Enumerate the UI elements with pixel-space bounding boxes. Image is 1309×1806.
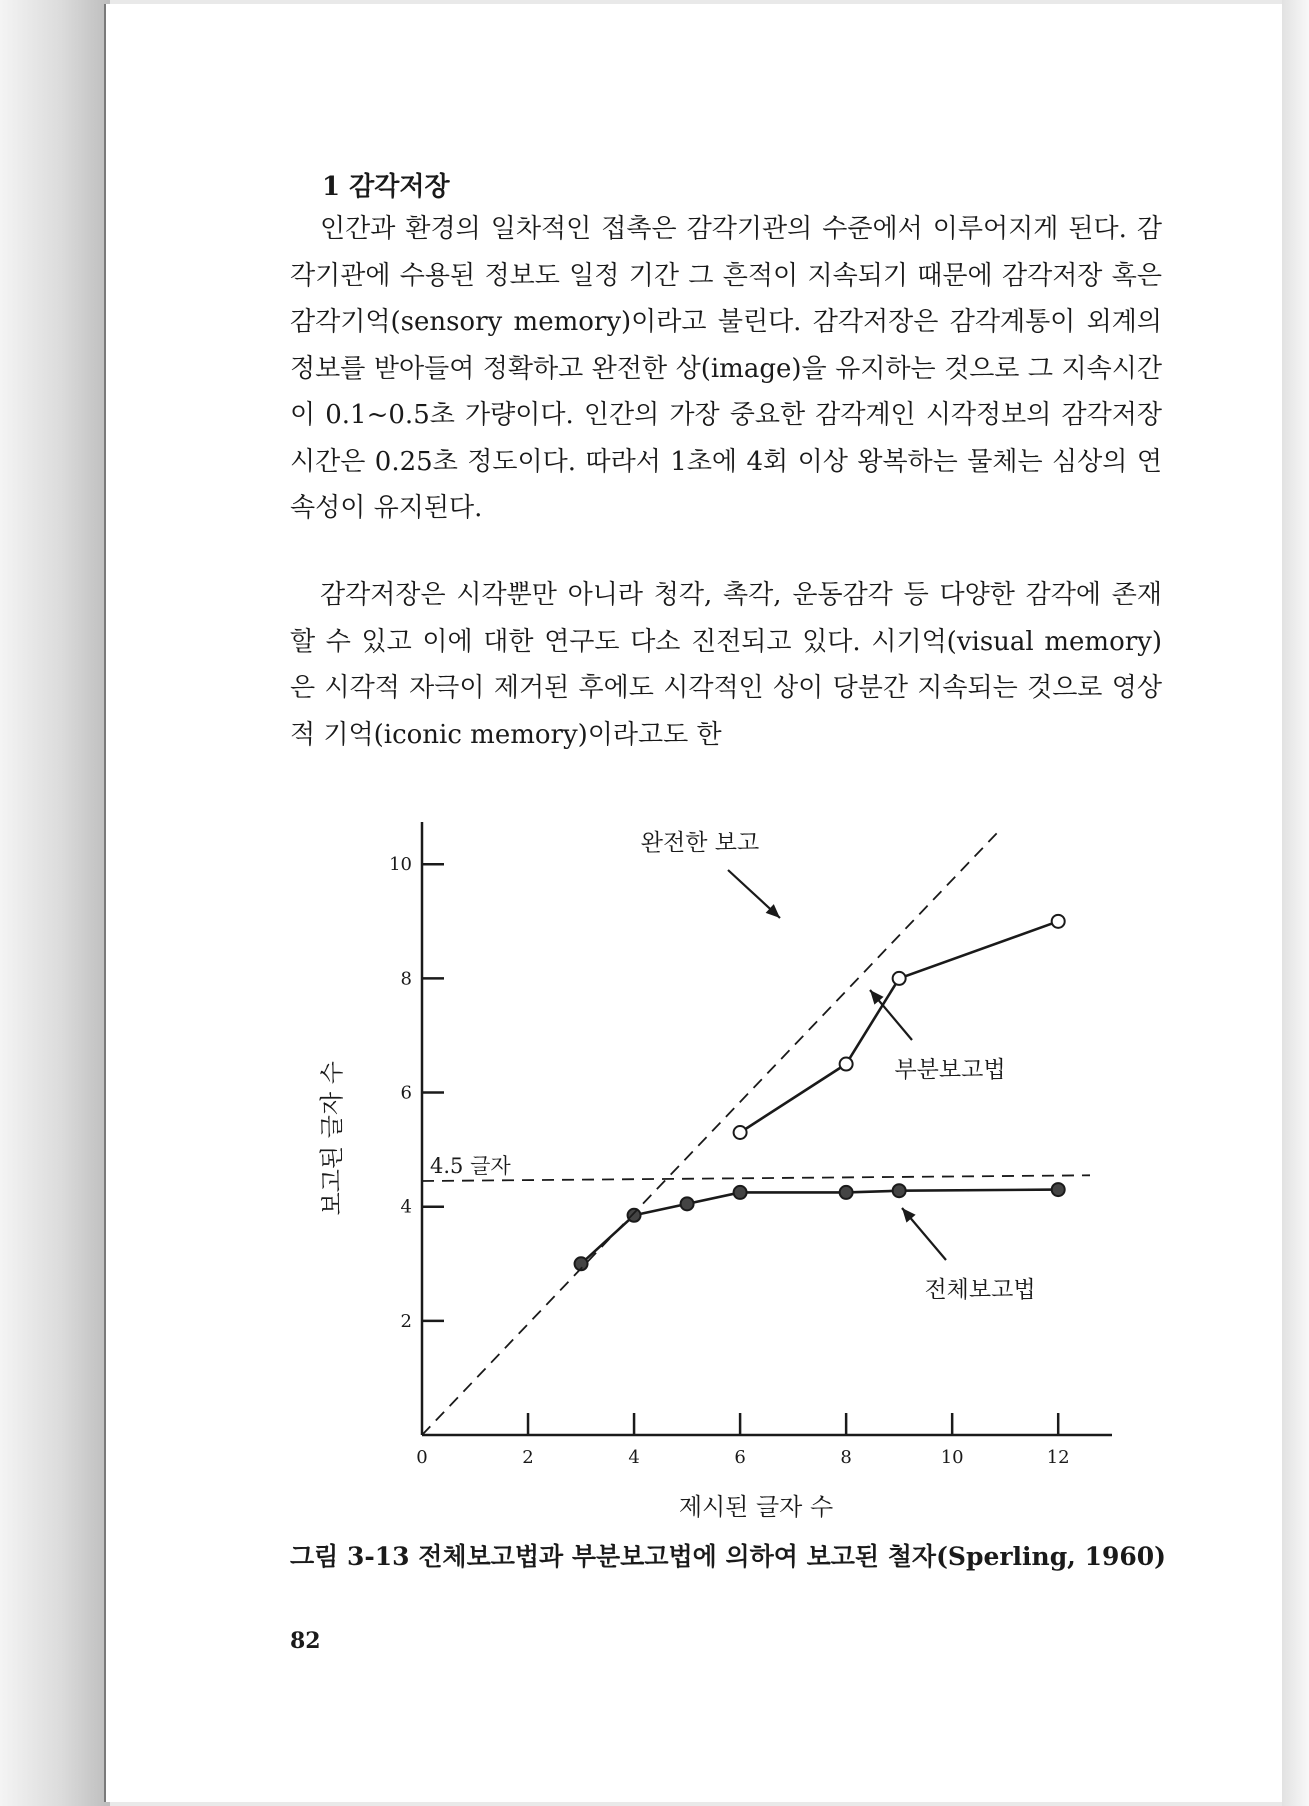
x-tick-label-12: 12 — [1046, 1447, 1070, 1468]
series-line-1 — [581, 1190, 1058, 1264]
page-number: 82 — [290, 1628, 321, 1654]
x-tick-label-4: 4 — [628, 1447, 640, 1468]
data-point-1-6 — [1052, 1183, 1065, 1196]
data-point-1-3 — [734, 1186, 747, 1199]
x-tick-label-8: 8 — [840, 1447, 852, 1468]
x-tick-label-6: 6 — [734, 1447, 746, 1468]
series-line-2 — [422, 830, 1000, 1435]
x-axis-label: 제시된 글자 수 — [678, 1493, 834, 1521]
paragraph-1: 인간과 환경의 일차적인 접촉은 감각기관의 수준에서 이루어지게 된다. 감각기관에 수용된 정보도 일정 기간 그 흔적이 지속되기 때문에 감각저장 혹은 감각기억(sensory memory)이라고 불린다. 감각저장은 감각계통이 외계의 정보를 받아들여 정확하고 완전한 상(image)을 유지하는 것으로 그 지속시간이 0.1~0.5초 가량이다. 인간의 가장 중요한 감각계인 시각정보의 감각저장 시간은 0.25초 정도이다. 따라서 1초에 4회 이상 왕복하는 물체는 심상의 연속성이 유지된다. — [290, 214, 1162, 523]
data-point-0-1 — [840, 1058, 853, 1071]
y-axis-label: 보고된 글자 수 — [318, 1061, 346, 1216]
y-tick-label-2: 2 — [400, 1310, 412, 1332]
data-point-1-4 — [840, 1186, 853, 1199]
y-tick-label-8: 8 — [400, 968, 412, 990]
data-point-1-1 — [628, 1209, 641, 1222]
data-point-1-5 — [893, 1184, 906, 1197]
sperling-chart — [310, 800, 1190, 1530]
annotation-perfect-report: 완전한 보고 — [640, 830, 760, 856]
y-tick-label-10: 10 — [389, 854, 412, 876]
data-point-1-2 — [681, 1197, 694, 1210]
annotation-whole-report: 전체보고법 — [924, 1277, 1036, 1303]
book-spine — [0, 0, 110, 1806]
y-tick-label-6: 6 — [400, 1082, 412, 1104]
section-title: 1 감각저장 — [322, 172, 450, 202]
x-tick-label-0: 0 — [416, 1447, 428, 1468]
page-edge — [1282, 0, 1309, 1806]
data-point-0-0 — [734, 1126, 747, 1139]
paragraph-2: 감각저장은 시각뿐만 아니라 청각, 촉각, 운동감각 등 다양한 감각에 존재할 수 있고 이에 대한 연구도 다소 진전되고 있다. 시기억(visual memory)은 시각적 자극이 제거된 후에도 시각적인 상이 당분간 지속되는 것으로 영상적 기억(iconic memory)이라고도 한 — [290, 580, 1162, 750]
figure-caption: 그림 3-13 전체보고법과 부분보고법에 의하여 보고된 철자(Sperling, 1960) — [290, 1542, 1166, 1571]
annotation-partial-report: 부분보고법 — [894, 1057, 1006, 1083]
series-line-3 — [422, 1175, 1090, 1181]
data-point-0-2 — [893, 972, 906, 985]
figure-chart — [310, 800, 1190, 1530]
y-tick-label-4: 4 — [400, 1196, 412, 1218]
data-point-0-3 — [1052, 915, 1065, 928]
x-tick-label-10: 10 — [940, 1447, 964, 1468]
annotation-4-5-letters: 4.5 글자 — [430, 1154, 511, 1178]
x-tick-label-2: 2 — [522, 1447, 534, 1468]
series-line-0 — [740, 921, 1058, 1132]
